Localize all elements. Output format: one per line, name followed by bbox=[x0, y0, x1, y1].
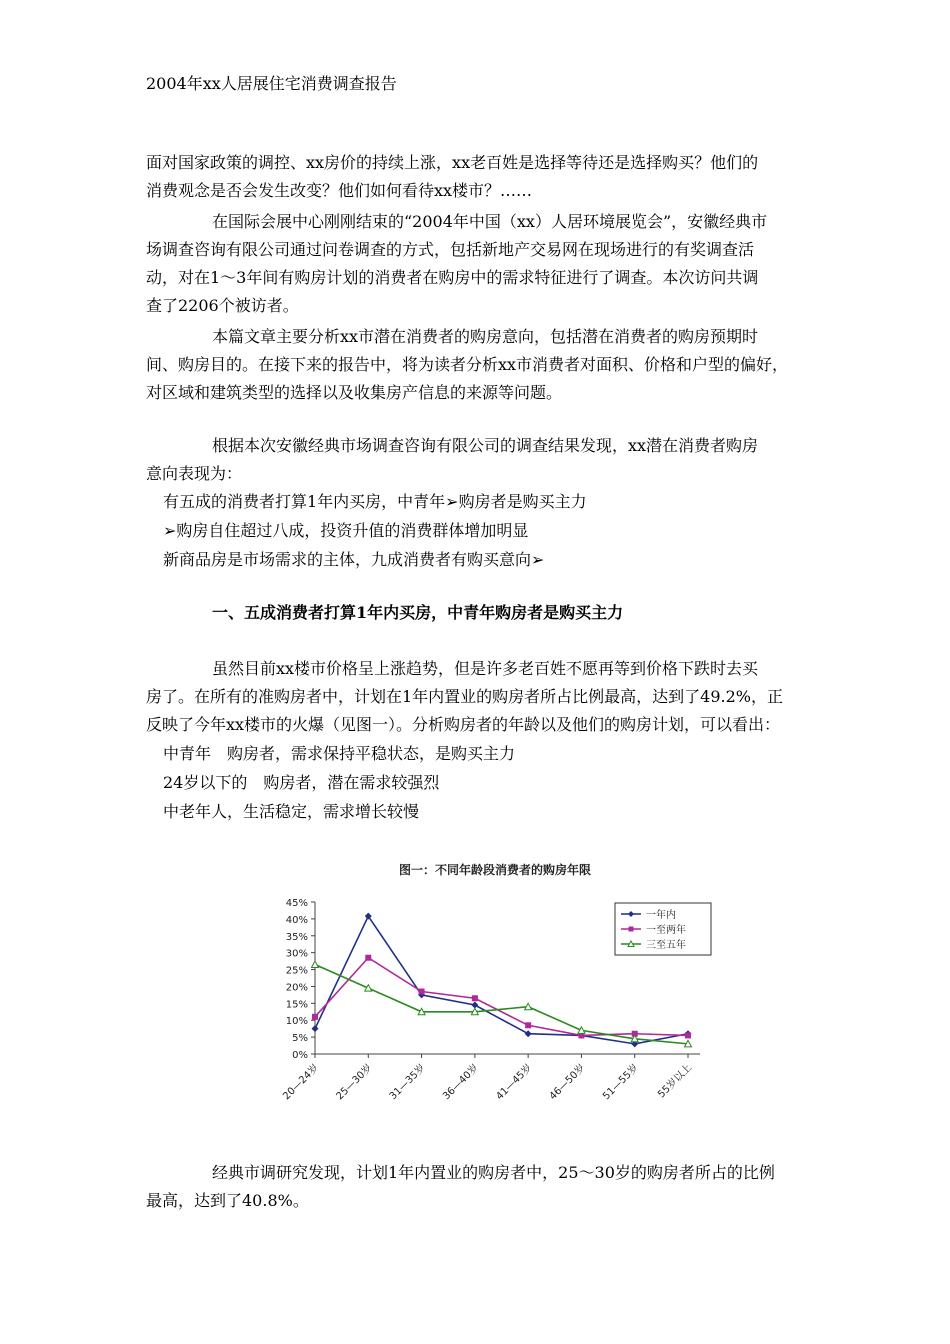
x-tick-label: 25—30岁 bbox=[334, 1062, 375, 1103]
chart-title: 图一：不同年龄段消费者的购房年限 bbox=[398, 863, 592, 877]
legend-label: 一至两年 bbox=[646, 925, 686, 936]
x-tick-label: 31—35岁 bbox=[387, 1062, 428, 1103]
line-chart bbox=[270, 855, 720, 1130]
y-tick-label: 5% bbox=[292, 1033, 308, 1045]
paragraph-3-line-2: 间、购房目的。在接下来的报告中，将为读者分析xx市消费者对面积、价格和户型的偏好， bbox=[146, 355, 789, 374]
y-tick-label: 0% bbox=[292, 1050, 308, 1061]
legend-marker bbox=[629, 927, 634, 932]
data-point bbox=[312, 961, 319, 968]
data-point bbox=[312, 1025, 319, 1032]
x-tick-label: 55岁以上 bbox=[656, 1062, 695, 1101]
paragraph-1-line-2: 消费观念是否会发生改变？他们如何看待xx楼市？…… bbox=[146, 181, 533, 200]
x-tick-label: 51—55岁 bbox=[600, 1062, 641, 1103]
paragraph-2-line-2: 场调查咨询有限公司通过问卷调查的方式，包括新地产交易网在现场进行的有奖调查活 bbox=[146, 240, 755, 259]
y-tick-label: 30% bbox=[285, 948, 308, 960]
age-bullet-2: 24岁以下的 购房者，潜在需求较强烈 bbox=[163, 773, 440, 792]
paragraph-4-line-1: 根据本次安徽经典市场调查咨询有限公司的调查结果发现，xx潜在消费者购房 bbox=[212, 436, 759, 455]
paragraph-5-line-3: 反映了今年xx楼市的火爆（见图一）。分析购房者的年龄以及他们的购房计划，可以看出： bbox=[146, 715, 781, 734]
paragraph-1-line-1: 面对国家政策的调控、xx房价的持续上涨，xx老百姓是选择等待还是选择购买？他们的 bbox=[146, 153, 759, 172]
paragraph-4-line-2: 意向表现为： bbox=[146, 464, 243, 483]
paragraph-2-line-1: 在国际会展中心刚刚结束的“2004年中国（xx）人居环境展览会”，安徽经典市 bbox=[212, 212, 768, 231]
paragraph-3-line-1: 本篇文章主要分析xx市潜在消费者的购房意向，包括潜在消费者的购房预期时 bbox=[212, 327, 759, 346]
x-tick-label: 46—50岁 bbox=[547, 1062, 588, 1103]
y-tick-label: 15% bbox=[285, 999, 308, 1011]
y-tick-label: 35% bbox=[285, 931, 308, 943]
y-tick-label: 25% bbox=[285, 965, 308, 977]
summary-bullet-3: 新商品房是市场需求的主体，九成消费者有购买意向➢ bbox=[163, 550, 545, 569]
y-tick-label: 45% bbox=[285, 898, 308, 909]
summary-bullet-2: ➢购房自住超过八成，投资升值的消费群体增加明显 bbox=[163, 521, 529, 540]
age-bullet-1: 中青年 购房者，需求保持平稳状态，是购买主力 bbox=[163, 744, 516, 763]
paragraph-5-line-1: 虽然目前xx楼市价格呈上涨趋势，但是许多老百姓不愿再等到价格下跌时去买 bbox=[212, 659, 759, 678]
data-point bbox=[525, 1022, 531, 1028]
x-tick-label: 20—24岁 bbox=[281, 1062, 322, 1103]
y-tick-label: 10% bbox=[285, 1016, 308, 1028]
legend-label: 三至五年 bbox=[646, 940, 686, 951]
y-tick-label: 20% bbox=[285, 982, 308, 994]
summary-bullet-1: 有五成的消费者打算1年内买房，中青年➢购房者是购买主力 bbox=[163, 492, 587, 511]
data-point bbox=[312, 1014, 318, 1020]
age-bullet-3: 中老年人，生活稳定，需求增长较慢 bbox=[163, 802, 420, 821]
paragraph-6-line-2: 最高，达到了40.8%。 bbox=[146, 1191, 309, 1210]
data-point bbox=[685, 1032, 691, 1038]
x-tick-label: 41—45岁 bbox=[494, 1062, 535, 1103]
paragraph-3-line-3: 对区域和建筑类型的选择以及收集房产信息的来源等问题。 bbox=[146, 383, 563, 402]
data-point bbox=[525, 1030, 532, 1037]
y-tick-label: 40% bbox=[285, 914, 308, 926]
data-point bbox=[472, 995, 478, 1001]
paragraph-5-line-2: 房了。在所有的准购房者中，计划在1年内置业的购房者所占比例最高，达到了49.2%，正 bbox=[146, 687, 784, 706]
data-point bbox=[365, 955, 371, 961]
data-point bbox=[419, 989, 425, 995]
section-heading-1: 一、五成消费者打算1年内买房，中青年购房者是购买主力 bbox=[212, 603, 624, 622]
legend-label: 一年内 bbox=[646, 910, 676, 921]
paragraph-2-line-3: 动，对在1～3年间有购房计划的消费者在购房中的需求特征进行了调查。本次访问共调 bbox=[146, 268, 759, 287]
document-title: 2004年xx人居展住宅消费调查报告 bbox=[146, 74, 397, 93]
x-tick-label: 36—40岁 bbox=[441, 1062, 481, 1103]
paragraph-2-line-4: 查了2206个被访者。 bbox=[146, 296, 299, 315]
paragraph-6-line-1: 经典市调研究发现，计划1年内置业的购房者中，25～30岁的购房者所占的比例 bbox=[212, 1163, 775, 1182]
series-line-1 bbox=[315, 958, 688, 1036]
